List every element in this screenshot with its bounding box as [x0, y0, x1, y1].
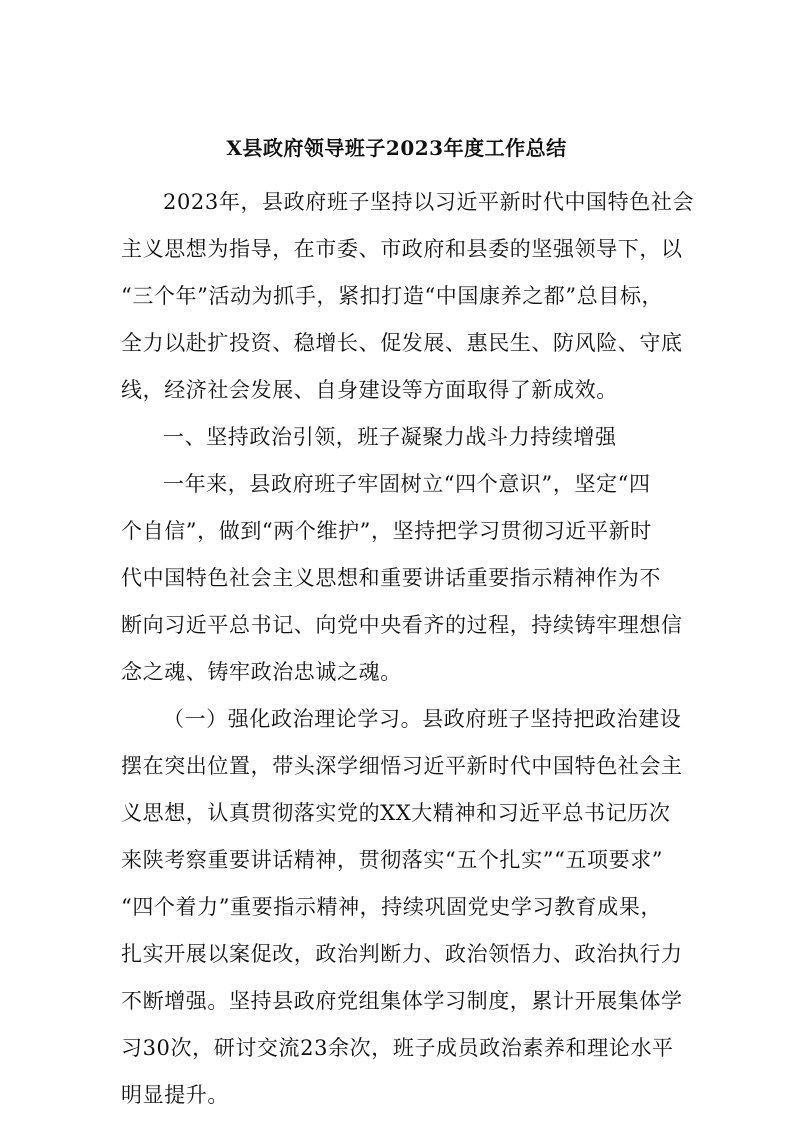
paragraph-line: 一年来，县政府班子牢固树立“四个意识”，坚定“四 — [163, 472, 651, 496]
paragraph-line: 2023年，县政府班子坚持以习近平新时代中国特色社会 — [163, 190, 695, 214]
paragraph-line: 义思想，认真贯彻落实党的XX大精神和习近平总书记历次 — [121, 801, 671, 825]
paragraph-line: 代中国特色社会主义思想和重要讲话重要指示精神作为不 — [121, 566, 661, 590]
paragraph-line: 全力以赴扩投资、稳增长、促发展、惠民生、防风险、守底 — [121, 331, 683, 355]
paragraph-line: 念之魂、铸牢政治忠诚之魂。 — [121, 660, 402, 684]
paragraph-line: 来陕考察重要讲话精神，贯彻落实“五个扎实”“五项要求” — [121, 848, 664, 872]
paragraph-line: 个自信”，做到“两个维护”，坚持把学习贯彻习近平新时 — [121, 519, 652, 543]
document-title: X县政府领导班子2023年度工作总结 — [226, 136, 567, 160]
paragraph-line: 不断增强。坚持县政府党组集体学习制度，累计开展集体学 — [121, 989, 683, 1013]
paragraph-line: （一）强化政治理论学习。县政府班子坚持把政治建设 — [163, 707, 682, 731]
paragraph-line: 主义思想为指导，在市委、市政府和县委的坚强领导下，以 — [121, 237, 683, 261]
paragraph-line: 扎实开展以案促改，政治判断力、政治领悟力、政治执行力 — [121, 942, 683, 966]
paragraph-line: 习30次，研讨交流23余次，班子成员政治素养和理论水平 — [121, 1036, 674, 1060]
paragraph-line: 线，经济社会发展、自身建设等方面取得了新成效。 — [121, 378, 618, 402]
paragraph-line: 断向习近平总书记、向党中央看齐的过程，持续铸牢理想信 — [121, 613, 683, 637]
paragraph-line: 摆在突出位置，带头深学细悟习近平新时代中国特色社会主 — [121, 754, 683, 778]
paragraph-line: “四个着力”重要指示精神，持续巩固党史学习教育成果， — [121, 895, 663, 919]
paragraph-line: “三个年”活动为抓手，紧扣打造“中国康养之都”总目标， — [121, 284, 664, 308]
section-heading: 一、坚持政治引领，班子凝聚力战斗力持续增强 — [163, 425, 617, 449]
paragraph-line: 明显提升。 — [121, 1083, 229, 1107]
